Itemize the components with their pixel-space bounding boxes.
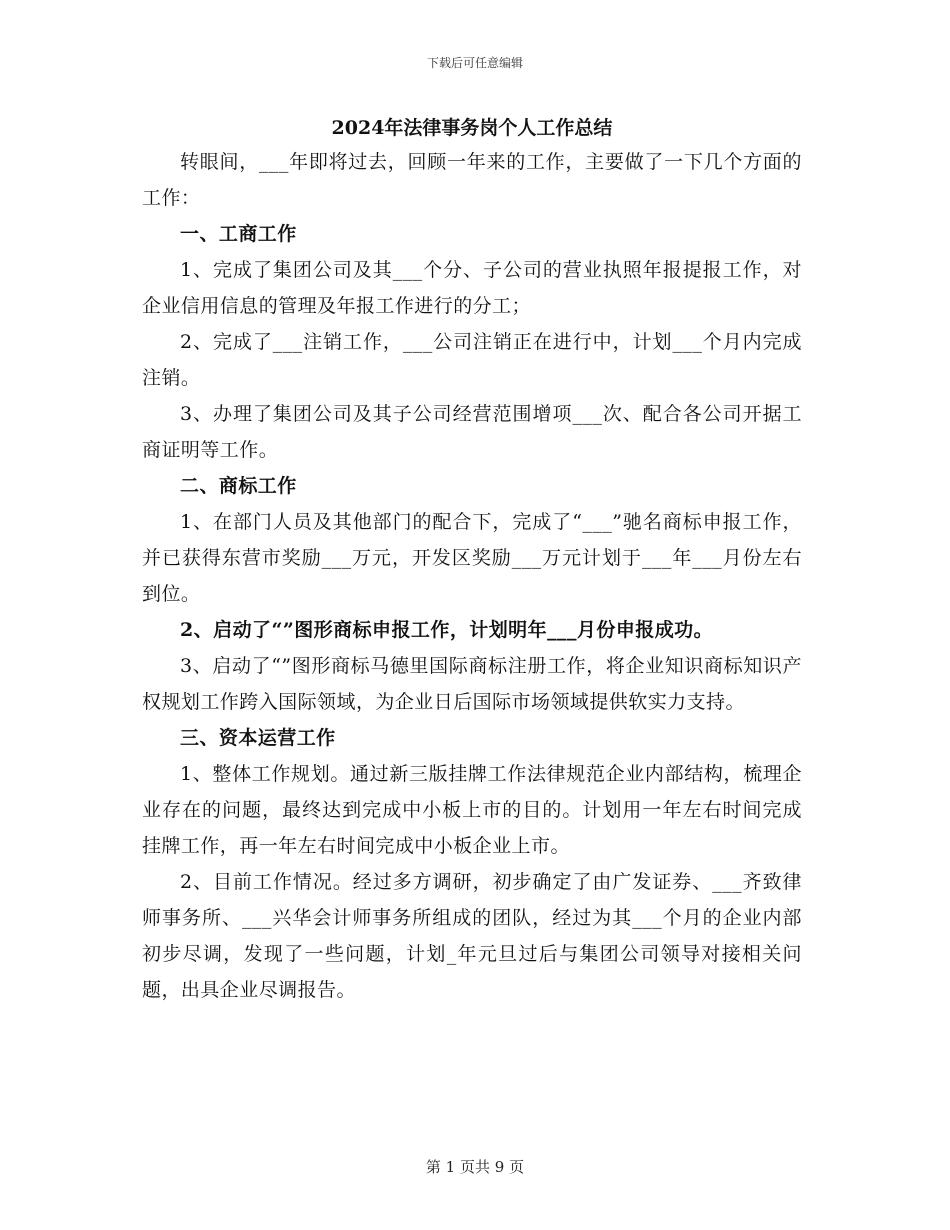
trademark-item-2: 2、启动了“”图形商标申报工作，计划明年___月份申报成功。 <box>180 619 714 641</box>
section-heading-business: 一、工商工作 <box>180 223 297 245</box>
business-item-1: 1、完成了集团公司及其___个分、子公司的营业执照年报提报工作，对企业信用信息的管理及年报工作进行的分工； <box>142 259 802 317</box>
business-item-3: 3、办理了集团公司及其子公司经营范围增项___次、配合各公司开据工商证明等工作。 <box>142 403 802 461</box>
section-heading-trademark: 二、商标工作 <box>180 475 297 497</box>
business-item-2: 2、完成了___注销工作，___公司注销正在进行中，计划___个月内完成注销。 <box>142 331 802 389</box>
trademark-item-3: 3、启动了“”图形商标马德里国际商标注册工作，将企业知识商标知识产权规划工作跨入国际领域，为企业日后国际市场领域提供软实力支持。 <box>142 655 802 713</box>
intro-paragraph: 转眼间，___年即将过去，回顾一年来的工作，主要做了一下几个方面的工作： <box>142 151 802 209</box>
document-title: 2024年法律事务岗个人工作总结 <box>331 117 613 139</box>
capital-item-1: 1、整体工作规划。通过新三版挂牌工作法律规范企业内部结构，梳理企业存在的问题，最终达到完成中小板上市的目的。计划用一年左右时间完成挂牌工作，再一年左右时间完成中小板企业上市。 <box>142 763 802 857</box>
page-footer: 第 1 页共 9 页 <box>425 1158 525 1176</box>
document-body <box>142 112 802 1008</box>
page-header: 下载后可任意编辑 <box>426 56 523 70</box>
section-heading-capital: 三、资本运营工作 <box>180 727 336 749</box>
trademark-item-1: 1、在部门人员及其他部门的配合下，完成了“___”驰名商标申报工作，并已获得东营市奖励___万元，开发区奖励___万元计划于___年___月份左右到位。 <box>142 511 802 605</box>
capital-item-2: 2、目前工作情况。经过多方调研，初步确定了由广发证券、___齐致律师事务所、___兴华会计师事务所组成的团队，经过为其___个月的企业内部初步尽调，发现了一些问题，计划_年元旦过后与集团公司领导对接相关问题，出具企业尽调报告。 <box>142 871 802 1001</box>
